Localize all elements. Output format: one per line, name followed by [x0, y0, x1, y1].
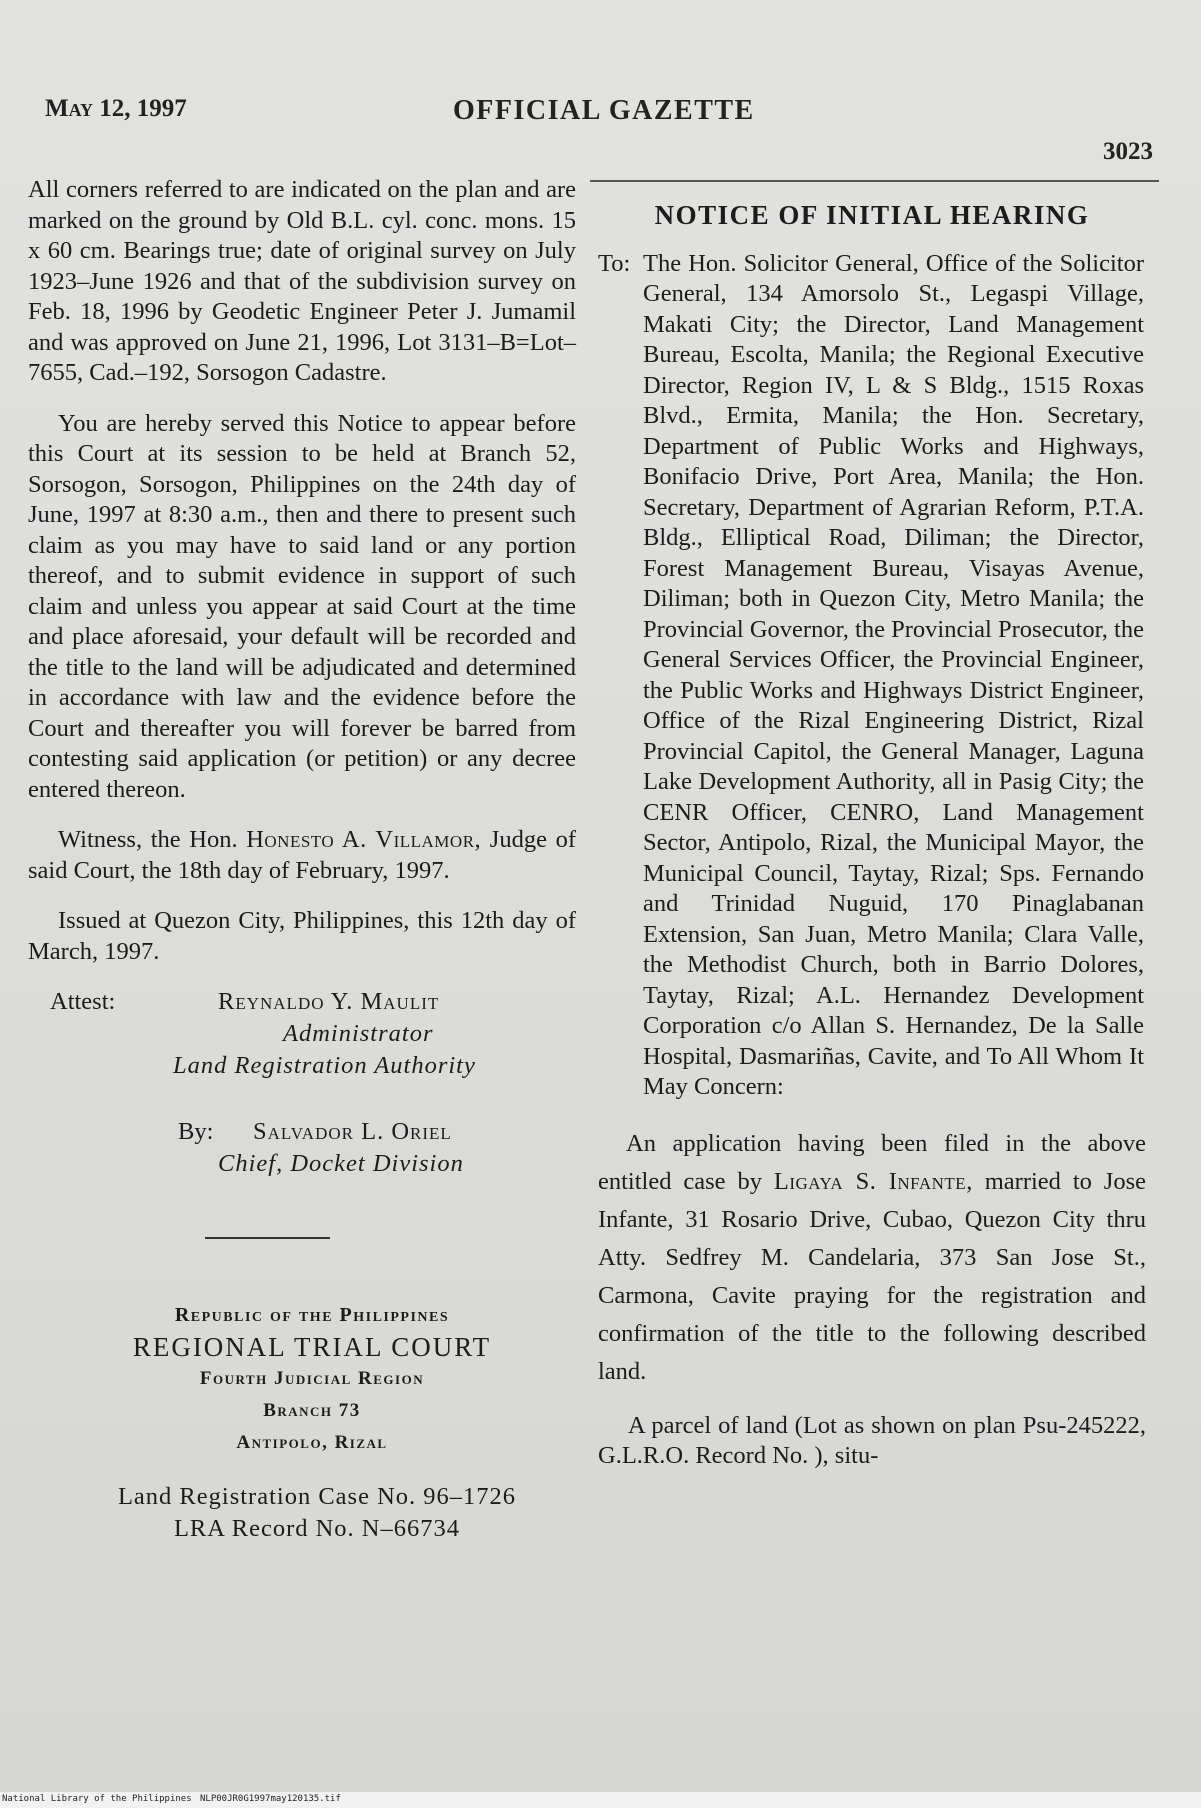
witness-suffix: Judge of said Court, the 18th day of February, 1997.	[28, 826, 576, 884]
witness-paragraph	[28, 825, 576, 886]
court-heading	[28, 1299, 576, 1459]
section-divider	[205, 1237, 330, 1239]
applicant-name: Ligaya S. Infante,	[773, 1167, 973, 1195]
attest-block	[28, 987, 576, 1117]
signer2-name: Salvador L. Oriel	[253, 1118, 452, 1145]
scan-footer	[0, 1792, 1201, 1808]
court-line-region: Fourth Judicial Region	[199, 1368, 425, 1389]
case-numbers	[28, 1481, 576, 1545]
header-rule	[590, 180, 1159, 182]
application-suffix: married to Jose Infante, 31 Rosario Drive, Cubao, Quezon City thru Atty. Sedfrey M. Candelaria, 373 San Jose St., Carmona, Cavite praying for the registration and confirmation of the title to the following described land.	[598, 1167, 1146, 1385]
survey-paragraph: All corners referred to are indicated on the plan and are marked on the ground by Old B.L. cyl. conc. mons. 15 x 60 cm. Bearings true; date of original survey on July 1923–June 1926 and that of the subdivision survey on Feb. 18, 1996 by Geodetic Engineer Peter J. Jumamil and was approved on June 21, 1996, Lot 3131–B=Lot–7655, Cad.–192, Sorsogon Cadastre.	[28, 176, 576, 386]
addressee-block	[598, 249, 1146, 1103]
scan-filename: NLP00JR0G1997may120135.tif	[200, 1794, 341, 1804]
parcel-paragraph: A parcel of land (Lot as shown on plan Psu-245222, G.L.R.O. Record No. ), situ-	[598, 1411, 1146, 1469]
library-credit: National Library of the Philippines	[2, 1794, 192, 1804]
attest-label: Attest:	[50, 988, 116, 1015]
issue-date: May 12, 1997	[45, 95, 187, 122]
page-number: 3023	[1103, 138, 1153, 165]
to-label: To:	[598, 249, 631, 277]
case-number: Land Registration Case No. 96–1726	[117, 1483, 517, 1510]
by-block	[28, 1117, 576, 1207]
application-paragraph	[598, 1125, 1146, 1391]
lra-record-number: LRA Record No. N–66734	[173, 1515, 461, 1542]
application-prefix: An application having been filed in the above entitled case by	[598, 1129, 1146, 1195]
publication-title: OFFICIAL GAZETTE	[453, 95, 755, 126]
court-line-branch: Branch 73	[263, 1400, 361, 1421]
addressee-list: The Hon. Solicitor General, Office of the Solicitor General, 134 Amorsolo St., Legaspi Village, Makati City; the Director, Land Management Bureau, Escolta, Manila; the Regional Executive Director, Region IV, L & S Bldg., 1515 Roxas Blvd., Ermita, Manila; the Hon. Secretary, Department of Public Works and Highways, Bonifacio Drive, Port Area, Manila; the Hon. Secretary, Department of Agrarian Reform, P.T.A. Bldg., Elliptical Road, Diliman; the Director, Forest Management Bureau, Visayas Avenue, Diliman; both in Quezon City, Metro Manila; the Provincial Governor, the Provincial Prosecutor, the General Services Officer, the Provincial Engineer, the Public Works and Highways District Engineer, Office of the Rizal Engineering District, Rizal Provincial Capitol, the General Manager, Laguna Lake Development Authority, all in Pasig City; the CENR Officer, CENRO, Land Management Sector, Antipolo, Rizal, the Municipal Mayor, the Municipal Council, Taytay, Rizal; Sps. Fernando and Trinidad Nuguid, 170 Pinaglabanan Extension, San Juan, Metro Manila; Clara Valle, the Methodist Church, both in Barrio Dolores, Taytay, Rizal; A.L. Hernandez Development Corporation c/o Allan S. Hernandez, De la Salle Hospital, Dasmariñas, Cavite, and To All Whom It May Concern:	[643, 249, 1144, 1100]
court-line-rtc: REGIONAL TRIAL COURT	[132, 1332, 492, 1362]
notice-paragraph: You are hereby served this Notice to appear before this Court at its session to be held at Branch 52, Sorsogon, Sorsogon, Philippines on the 24th day of June, 1997 at 8:30 a.m., then and there to present such claim as you may have to said land or any portion thereof, and to submit evidence in support of such claim and unless you appear at said Court at the time and place aforesaid, your default will be recorded and the title to the land will be adjudicated and determined in accordance with law and the evidence before the Court and thereafter you will forever be barred from contesting said application (or petition) or any decree entered thereon.	[28, 409, 576, 803]
signer1-title: Administrator	[283, 1020, 434, 1047]
left-column	[28, 175, 576, 1545]
court-line-place: Antipolo, Rizal	[236, 1432, 388, 1453]
judge-name: Honesto A. Villamor,	[246, 826, 482, 853]
court-line-republic: Republic of the Philippines	[174, 1304, 450, 1326]
right-column	[598, 200, 1146, 1492]
witness-prefix: Witness, the Hon.	[58, 826, 247, 853]
notice-title: NOTICE OF INITIAL HEARING	[654, 200, 1090, 230]
signer2-title: Chief, Docket Division	[218, 1150, 464, 1177]
signer1-org: Land Registration Authority	[173, 1052, 476, 1079]
issued-paragraph: Issued at Quezon City, Philippines, this 12th day of March, 1997.	[28, 907, 576, 965]
signer1-name: Reynaldo Y. Maulit	[218, 988, 440, 1015]
by-label: By:	[178, 1118, 214, 1145]
